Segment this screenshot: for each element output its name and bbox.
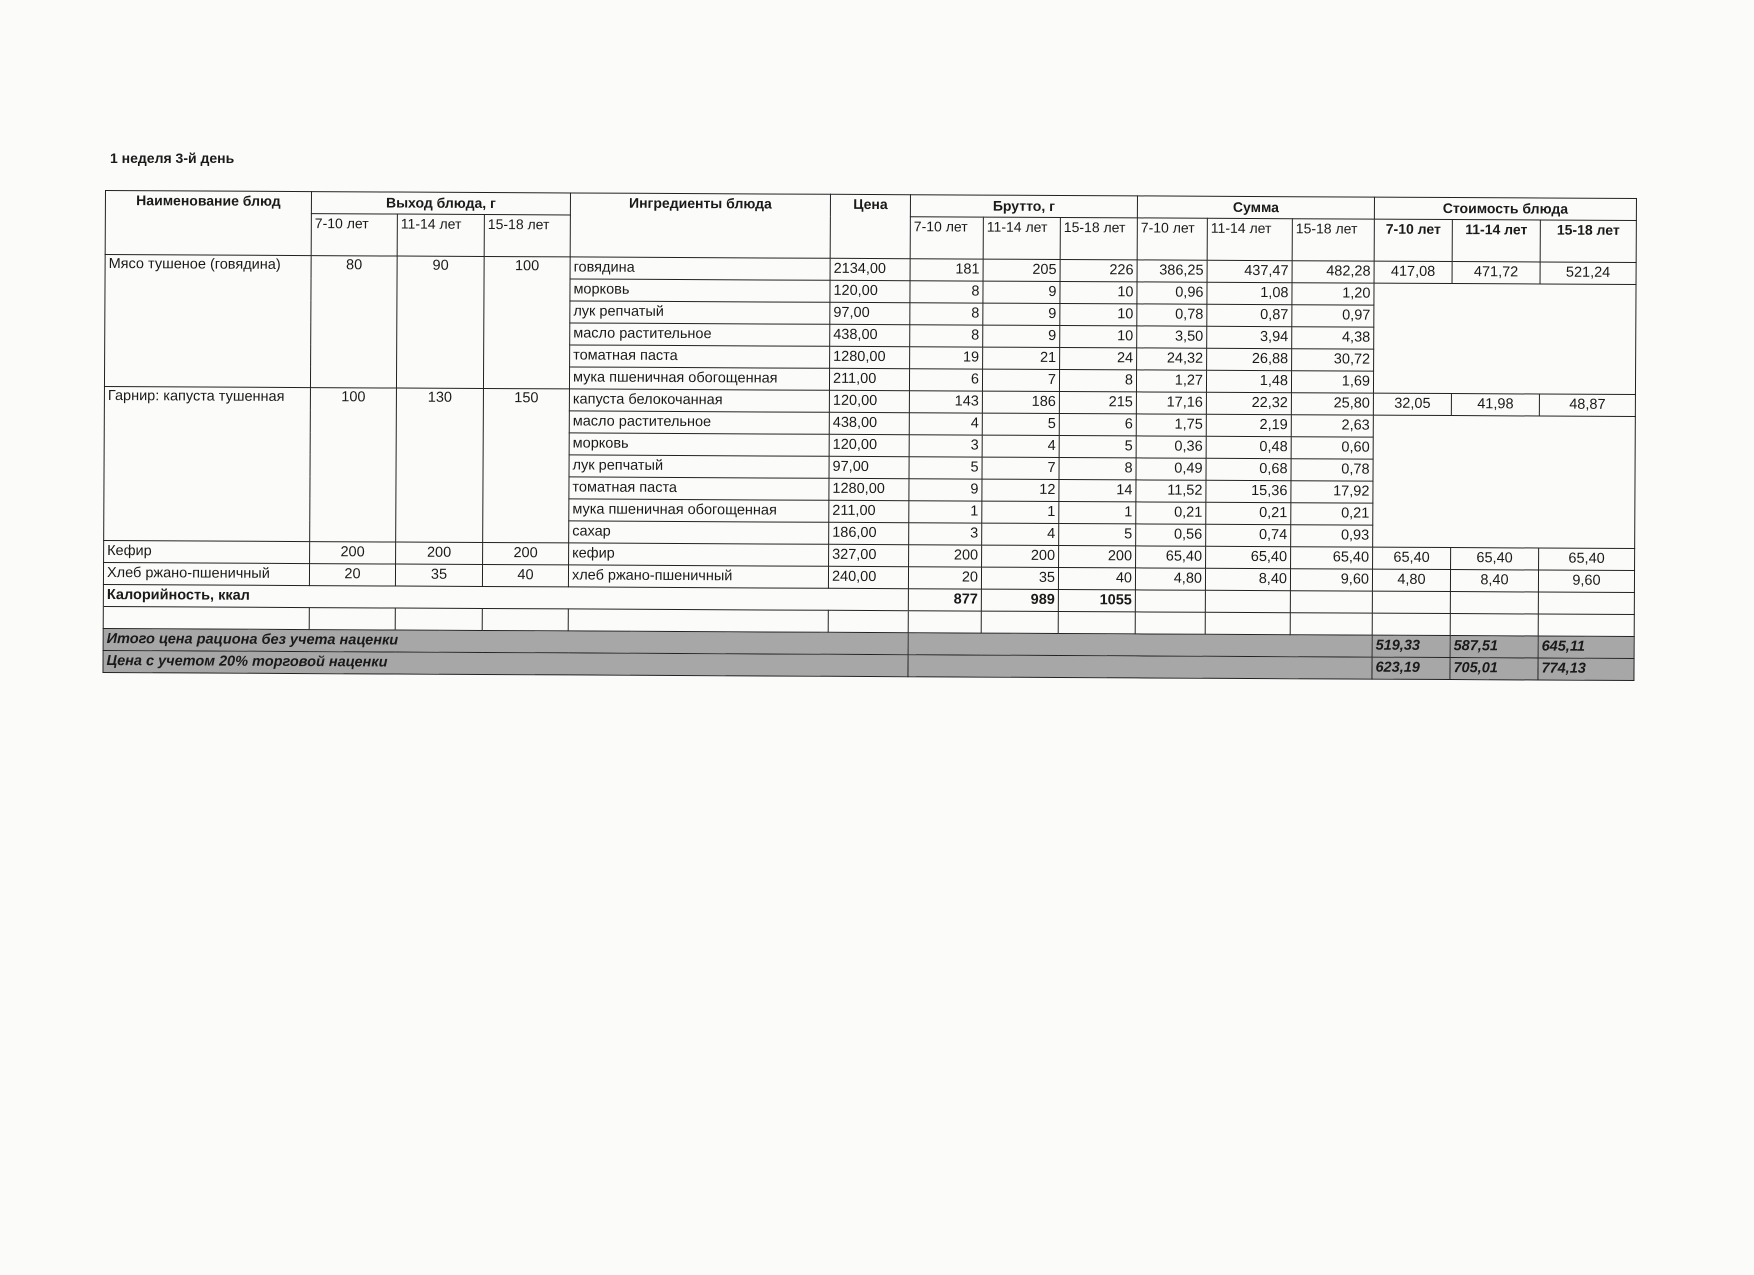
sum-value: 386,25	[1137, 260, 1207, 282]
ingredient-price: 1280,00	[830, 346, 910, 368]
sum-value: 4,80	[1135, 568, 1205, 590]
ingredient-name: морковь	[570, 279, 830, 302]
sum-age-11-14: 11-14 лет	[1207, 218, 1292, 260]
brutto-value: 4	[909, 413, 982, 435]
sum-value: 1,27	[1136, 370, 1206, 392]
brutto-value: 9	[983, 325, 1060, 347]
cost-blank	[1373, 415, 1636, 548]
sum-value: 1,75	[1136, 414, 1206, 436]
sum-value: 0,21	[1206, 502, 1291, 524]
brutto-value: 6	[909, 369, 982, 391]
ingredient-price: 186,00	[829, 522, 909, 544]
empty-cell	[309, 608, 395, 630]
brutto-value: 4	[982, 523, 1059, 545]
ingredient-name: сахар	[569, 521, 829, 544]
ingredient-name: говядина	[570, 257, 830, 280]
cost-age-7-10: 7-10 лет	[1374, 219, 1452, 261]
yield-value: 35	[395, 564, 482, 586]
cost-blank	[1373, 283, 1636, 394]
yield-value: 40	[482, 564, 568, 586]
empty-cell	[828, 610, 908, 632]
sum-value: 0,60	[1291, 437, 1373, 459]
sum-value: 30,72	[1292, 349, 1374, 371]
brutto-value: 200	[1059, 545, 1136, 567]
yield-value: 20	[309, 564, 395, 586]
calories-value: 877	[908, 589, 981, 611]
sum-value: 8,40	[1205, 568, 1290, 590]
ingredient-name: масло растительное	[569, 411, 829, 434]
cost-age-15-18: 15-18 лет	[1540, 220, 1636, 263]
sum-age-7-10: 7-10 лет	[1137, 218, 1207, 260]
sum-value: 0,93	[1291, 525, 1373, 547]
yield-value: 200	[483, 542, 569, 564]
ingredient-name: капуста белокочанная	[569, 389, 829, 412]
sum-value: 0,21	[1291, 503, 1373, 525]
sum-value: 2,19	[1206, 414, 1291, 436]
brutto-value: 3	[909, 435, 982, 457]
total-value: 587,51	[1450, 636, 1538, 658]
empty-cell	[1205, 612, 1290, 634]
yield-value: 100	[310, 388, 397, 542]
yield-value: 80	[310, 256, 397, 388]
brutto-value: 14	[1059, 479, 1136, 501]
cost-value: 65,40	[1539, 548, 1635, 571]
cost-age-11-14: 11-14 лет	[1452, 220, 1540, 262]
col-header-price: Цена	[830, 194, 910, 258]
brutto-value: 200	[909, 545, 982, 567]
brutto-age-7-10: 7-10 лет	[910, 217, 983, 259]
ingredient-price: 240,00	[828, 566, 908, 588]
empty-cell	[1135, 590, 1205, 612]
sum-value: 11,52	[1136, 480, 1206, 502]
ingredient-name: морковь	[569, 433, 829, 456]
ingredient-name: томатная паста	[569, 477, 829, 500]
brutto-value: 40	[1058, 567, 1135, 589]
col-header-dish: Наименование блюд	[105, 191, 311, 256]
brutto-value: 8	[910, 303, 983, 325]
brutto-value: 35	[981, 567, 1058, 589]
yield-age-11-14: 11-14 лет	[397, 214, 484, 256]
ingredient-price: 438,00	[829, 412, 909, 434]
brutto-value: 200	[982, 545, 1059, 567]
brutto-value: 3	[909, 523, 982, 545]
col-header-ingredients: Ингредиенты блюда	[570, 193, 830, 258]
cost-value: 521,24	[1540, 262, 1636, 285]
dish-name: Гарнир: капуста тушенная	[104, 386, 311, 541]
col-header-sum: Сумма	[1137, 196, 1374, 219]
brutto-value: 20	[908, 567, 981, 589]
empty-cell	[395, 608, 482, 630]
brutto-value: 19	[910, 347, 983, 369]
sum-value: 0,48	[1206, 436, 1291, 458]
ingredient-name: мука пшеничная обогощенная	[569, 367, 829, 390]
sum-value: 2,63	[1291, 415, 1373, 437]
brutto-value: 6	[1059, 413, 1136, 435]
empty-cell	[568, 609, 828, 632]
brutto-value: 4	[982, 435, 1059, 457]
ingredient-price: 97,00	[829, 456, 909, 478]
cost-value: 4,80	[1372, 569, 1450, 591]
empty-cell	[482, 608, 568, 630]
cost-value: 417,08	[1374, 261, 1452, 283]
dish-name: Хлеб ржано-пшеничный	[103, 562, 309, 585]
empty-cell	[1450, 592, 1538, 614]
ingredient-price: 120,00	[830, 280, 910, 302]
brutto-age-15-18: 15-18 лет	[1060, 218, 1137, 260]
brutto-value: 10	[1060, 326, 1137, 348]
sum-value: 0,56	[1136, 524, 1206, 546]
sum-value: 0,78	[1137, 304, 1207, 326]
brutto-value: 12	[982, 479, 1059, 501]
brutto-value: 226	[1060, 260, 1137, 282]
total-value: 705,01	[1450, 658, 1538, 680]
sum-value: 1,69	[1291, 371, 1373, 393]
sum-value: 17,16	[1136, 392, 1206, 414]
brutto-value: 205	[983, 259, 1060, 281]
brutto-value: 8	[910, 281, 983, 303]
cost-value: 471,72	[1452, 262, 1540, 284]
yield-value: 90	[396, 256, 484, 388]
sum-value: 1,48	[1206, 370, 1291, 392]
yield-value: 150	[483, 388, 570, 542]
total-fill	[908, 655, 1372, 679]
empty-cell	[1135, 612, 1205, 634]
brutto-value: 5	[982, 413, 1059, 435]
brutto-value: 181	[910, 259, 983, 281]
ingredient-name: хлеб ржано-пшеничный	[568, 565, 828, 588]
yield-age-7-10: 7-10 лет	[311, 214, 397, 256]
brutto-value: 215	[1059, 392, 1136, 414]
brutto-age-11-14: 11-14 лет	[983, 217, 1060, 259]
sum-value: 65,40	[1206, 546, 1291, 568]
sum-value: 0,96	[1137, 282, 1207, 304]
col-header-yield: Выход блюда, г	[311, 192, 570, 215]
ingredient-price: 120,00	[829, 390, 909, 412]
ingredient-price: 120,00	[829, 434, 909, 456]
sum-value: 26,88	[1207, 348, 1292, 370]
empty-cell	[1290, 591, 1372, 613]
cost-value: 48,87	[1539, 394, 1635, 417]
sum-value: 0,21	[1136, 502, 1206, 524]
sum-value: 25,80	[1291, 393, 1373, 415]
sum-value: 3,94	[1207, 326, 1292, 348]
ingredient-name: мука пшеничная обогощенная	[569, 499, 829, 522]
ingredient-price: 2134,00	[830, 258, 910, 280]
sum-value: 0,74	[1206, 524, 1291, 546]
brutto-value: 186	[982, 391, 1059, 413]
brutto-value: 21	[983, 347, 1060, 369]
empty-cell	[1372, 613, 1450, 635]
sum-value: 1,08	[1207, 282, 1292, 304]
brutto-value: 1	[1059, 501, 1136, 523]
brutto-value: 10	[1060, 282, 1137, 304]
sum-age-15-18: 15-18 лет	[1292, 219, 1374, 261]
sum-value: 9,60	[1290, 569, 1372, 591]
total-fill	[908, 633, 1372, 657]
brutto-value: 143	[909, 391, 982, 413]
sum-value: 4,38	[1292, 327, 1374, 349]
brutto-value: 8	[1059, 457, 1136, 479]
ingredient-name: масло растительное	[570, 323, 830, 346]
ingredient-price: 1280,00	[829, 478, 909, 500]
calories-value: 989	[981, 589, 1058, 611]
sum-value: 437,47	[1207, 260, 1292, 282]
empty-cell	[908, 611, 981, 633]
cost-value: 41,98	[1451, 394, 1539, 416]
brutto-value: 5	[1059, 435, 1136, 457]
brutto-value: 10	[1060, 304, 1137, 326]
ingredient-price: 211,00	[829, 500, 909, 522]
col-header-brutto: Брутто, г	[910, 195, 1137, 218]
empty-cell	[1538, 592, 1634, 615]
total-value: 774,13	[1538, 658, 1634, 681]
brutto-value: 9	[983, 281, 1060, 303]
dish-name: Кефир	[104, 540, 310, 563]
sum-value: 3,50	[1137, 326, 1207, 348]
empty-cell	[1450, 614, 1538, 636]
col-header-cost: Стоимость блюда	[1374, 197, 1636, 220]
ingredient-price: 211,00	[829, 368, 909, 390]
empty-cell	[1205, 590, 1290, 612]
empty-cell	[1372, 591, 1450, 613]
brutto-value: 9	[909, 479, 982, 501]
brutto-value: 1	[909, 501, 982, 523]
ingredient-name: томатная паста	[570, 345, 830, 368]
empty-cell	[1538, 614, 1634, 637]
cost-value: 65,40	[1451, 548, 1539, 570]
ingredient-price: 97,00	[830, 302, 910, 324]
empty-cell	[1290, 613, 1372, 635]
menu-table	[102, 190, 1637, 681]
sum-value: 0,78	[1291, 459, 1373, 481]
sum-value: 1,20	[1292, 283, 1374, 305]
ingredient-price: 438,00	[830, 324, 910, 346]
empty-cell	[981, 611, 1058, 633]
ingredient-name: лук репчатый	[570, 301, 830, 324]
dish-name: Мясо тушеное (говядина)	[104, 255, 311, 388]
brutto-value: 7	[982, 457, 1059, 479]
brutto-value: 8	[1059, 370, 1136, 392]
calories-label: Калорийность, ккал	[103, 584, 908, 610]
total-label: Цена с учетом 20% торговой наценки	[103, 650, 908, 676]
yield-value: 100	[483, 256, 570, 388]
cost-value: 9,60	[1538, 570, 1634, 593]
cost-value: 8,40	[1450, 570, 1538, 592]
yield-value: 200	[396, 542, 483, 564]
brutto-value: 7	[982, 369, 1059, 391]
cost-value: 32,05	[1373, 393, 1451, 415]
total-value: 645,11	[1538, 636, 1634, 659]
total-value: 519,33	[1372, 635, 1450, 657]
brutto-value: 1	[982, 501, 1059, 523]
sum-value: 0,97	[1292, 305, 1374, 327]
yield-value: 130	[396, 388, 484, 542]
sum-value: 0,87	[1207, 304, 1292, 326]
brutto-value: 5	[909, 457, 982, 479]
cost-value: 65,40	[1373, 547, 1451, 569]
empty-cell	[103, 606, 309, 629]
brutto-value: 24	[1060, 348, 1137, 370]
yield-value: 200	[310, 542, 396, 564]
sum-value: 65,40	[1291, 547, 1373, 569]
total-value: 623,19	[1372, 657, 1450, 679]
sum-value: 17,92	[1291, 481, 1373, 503]
sum-value: 0,36	[1136, 436, 1206, 458]
sum-value: 0,49	[1136, 458, 1206, 480]
sum-value: 24,32	[1137, 348, 1207, 370]
calories-value: 1055	[1058, 589, 1135, 611]
ingredient-price: 327,00	[829, 544, 909, 566]
sum-value: 15,36	[1206, 480, 1291, 502]
sum-value: 482,28	[1292, 261, 1374, 283]
sum-value: 22,32	[1206, 392, 1291, 414]
empty-cell	[1058, 611, 1135, 633]
brutto-value: 5	[1059, 523, 1136, 545]
brutto-value: 9	[983, 303, 1060, 325]
brutto-value: 8	[910, 325, 983, 347]
sum-value: 65,40	[1136, 546, 1206, 568]
page-title: 1 неделя 3-й день	[110, 150, 235, 166]
total-label: Итого цена рациона без учета наценки	[103, 628, 908, 654]
ingredient-name: лук репчатый	[569, 455, 829, 478]
sum-value: 0,68	[1206, 458, 1291, 480]
ingredient-name: кефир	[569, 543, 829, 566]
yield-age-15-18: 15-18 лет	[484, 214, 570, 256]
